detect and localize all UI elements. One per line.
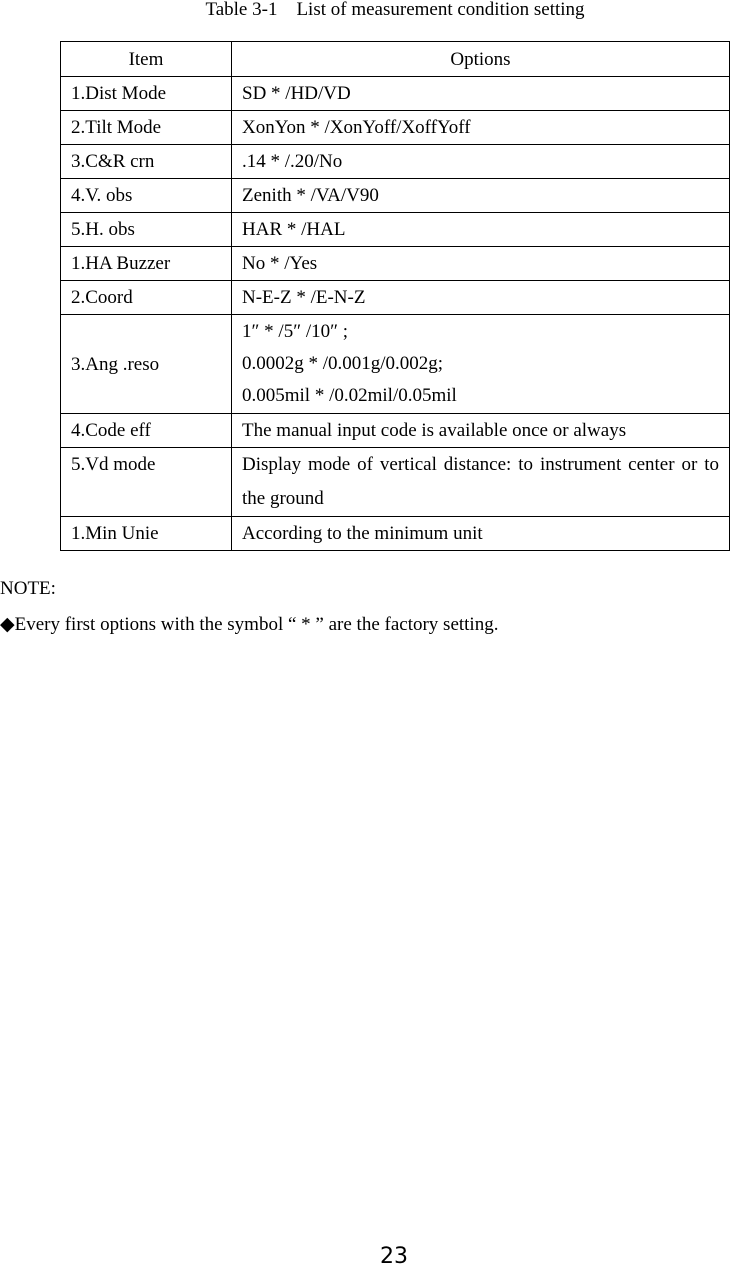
measurement-condition-table (60, 41, 730, 551)
options-cell: Zenith * /VA/V90 (232, 179, 730, 213)
table-row (61, 517, 730, 551)
options-cell: N-E-Z * /E-N-Z (232, 281, 730, 315)
item-cell: 5.H. obs (61, 213, 232, 247)
option-line: 1″ * /5″ /10″ ; (242, 321, 349, 342)
item-cell: 1.Dist Mode (61, 77, 232, 111)
item-cell: 1.HA Buzzer (61, 247, 232, 281)
table-row (61, 213, 730, 247)
item-cell: 1.Min Unie (61, 517, 232, 551)
options-cell: Display mode of vertical distance: to instrument center or to the ground (232, 448, 730, 517)
item-cell: 3.C&R crn (61, 145, 232, 179)
table-row (61, 315, 730, 414)
item-cell: 5.Vd mode (61, 448, 232, 517)
options-cell: HAR * /HAL (232, 213, 730, 247)
table-row (61, 179, 730, 213)
options-cell: .14 * /.20/No (232, 145, 730, 179)
options-cell: SD * /HD/VD (232, 77, 730, 111)
table-row (61, 281, 730, 315)
table-row (61, 247, 730, 281)
table-row (61, 414, 730, 448)
table-row (61, 77, 730, 111)
note-label: NOTE: (0, 578, 56, 599)
page-number: 23 (380, 1244, 408, 1269)
item-cell: 2.Tilt Mode (61, 111, 232, 145)
options-cell: XonYon * /XonYoff/XoffYoff (232, 111, 730, 145)
options-cell (232, 315, 730, 414)
item-cell: 2.Coord (61, 281, 232, 315)
options-cell: No * /Yes (232, 247, 730, 281)
table-row (61, 111, 730, 145)
item-cell: 4.Code eff (61, 414, 232, 448)
table-row (61, 448, 730, 517)
header-options: Options (232, 42, 730, 77)
item-cell: 3.Ang .reso (61, 315, 232, 414)
table-row (61, 145, 730, 179)
header-item: Item (61, 42, 232, 77)
options-cell: According to the minimum unit (232, 517, 730, 551)
item-cell: 4.V. obs (61, 179, 232, 213)
option-line: 0.0002g * /0.001g/0.002g; (242, 353, 444, 374)
table-caption: Table 3-1 List of measurement condition setting (205, 0, 585, 20)
options-cell: The manual input code is available once or always (232, 414, 730, 448)
note-text: ◆Every first options with the symbol “ * ” are the factory setting. (0, 614, 499, 635)
table-header-row (61, 42, 730, 77)
option-line: 0.005mil * /0.02mil/0.05mil (242, 385, 457, 406)
